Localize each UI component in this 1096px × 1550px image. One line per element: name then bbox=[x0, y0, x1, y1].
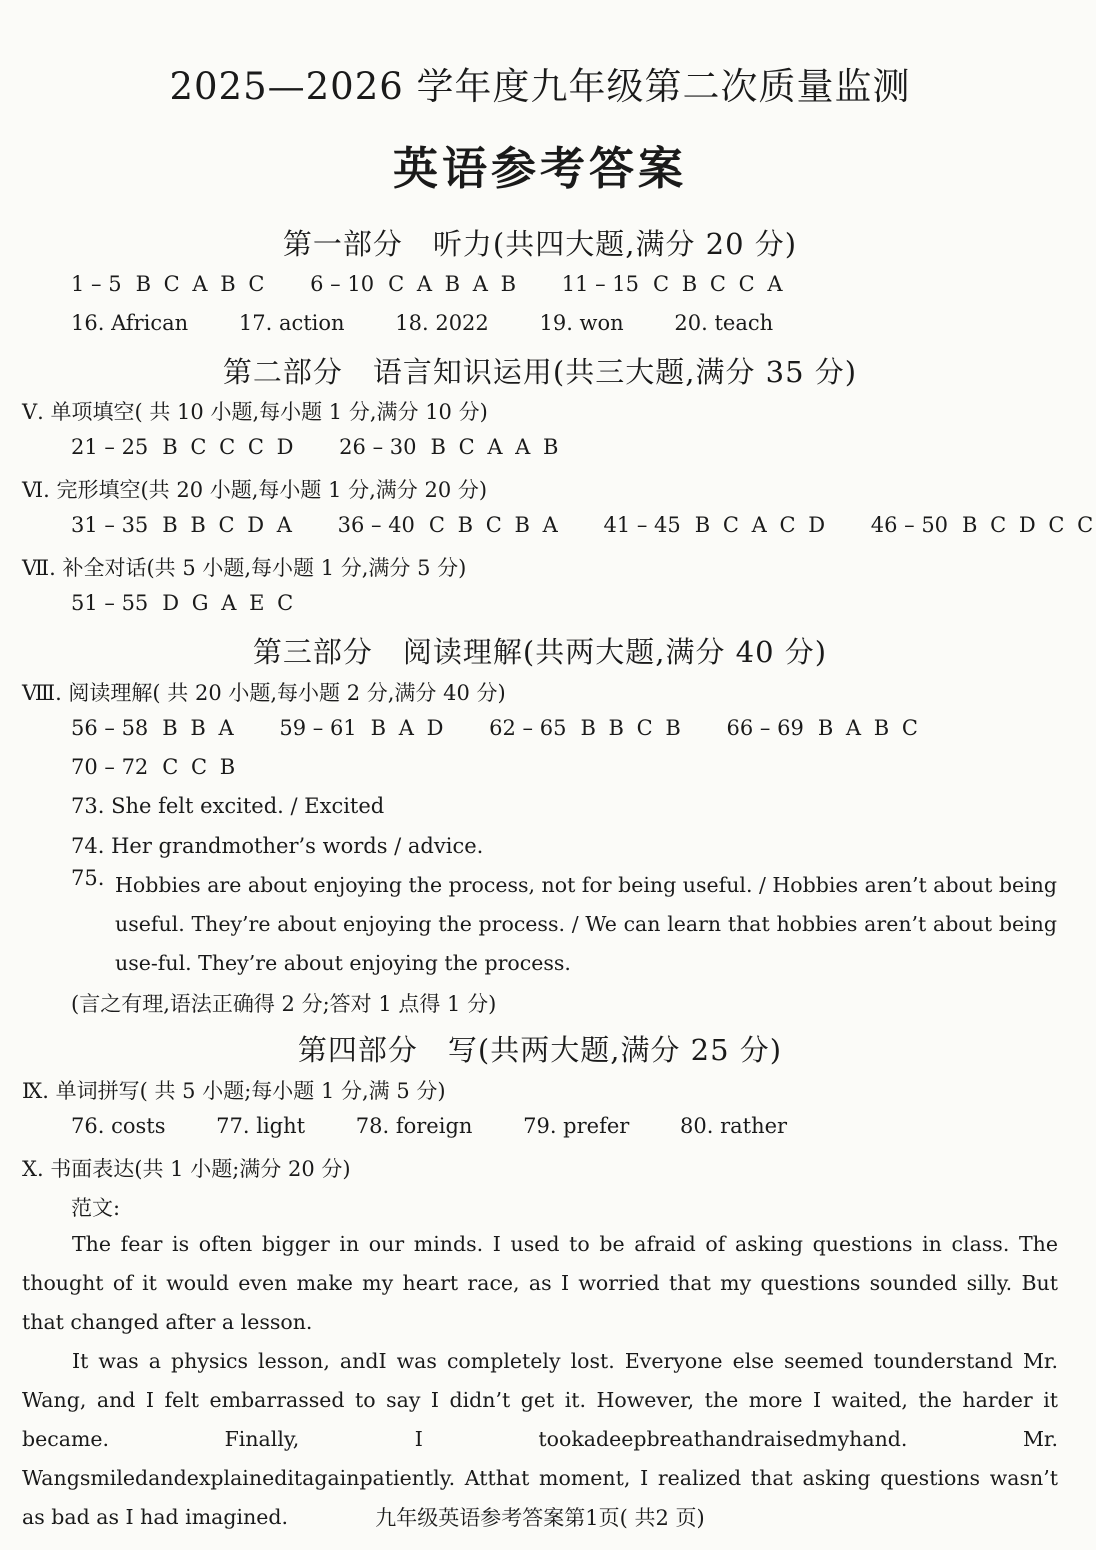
section-8-answers-row1 bbox=[71, 716, 921, 740]
spelling-answer: 77. light bbox=[216, 1114, 306, 1138]
scoring-note: (言之有理,语法正确得 2 分;答对 1 点得 1 分) bbox=[71, 992, 497, 1016]
question-range: 66 – 69 bbox=[726, 716, 804, 740]
answer-key-title: 英语参考答案 bbox=[392, 142, 687, 195]
question-range: 70 – 72 bbox=[71, 755, 149, 779]
answer-letters: B A D bbox=[370, 716, 447, 740]
question-range: 56 – 58 bbox=[71, 716, 149, 740]
answer-letters: B B C B bbox=[580, 716, 684, 740]
sample-essay-paragraph-1: The fear is often bigger in our minds. I used to be afraid of asking questions in class. The thought of it would even make my heart race, as I worried that my questions sounded silly. But that changed after a lesson. bbox=[22, 1232, 1058, 1334]
section-6-label: Ⅵ. 完形填空(共 20 小题,每小题 1 分,满分 20 分) bbox=[22, 478, 488, 502]
answer-74: 74. Her grandmother’s words / advice. bbox=[71, 834, 484, 858]
question-range: 1 – 5 bbox=[71, 272, 122, 296]
answer-letters: B C A A B bbox=[430, 435, 562, 459]
answer-group bbox=[871, 513, 1096, 537]
answer-75-number: 75. bbox=[71, 866, 105, 890]
answer-group bbox=[562, 272, 786, 296]
part4-heading: 第四部分 写(共两大题,满分 25 分) bbox=[297, 1033, 783, 1067]
answer-letters: C B C B A bbox=[428, 513, 561, 537]
answer-letters: C A B A B bbox=[388, 272, 520, 296]
question-range: 36 – 40 bbox=[337, 513, 415, 537]
answer-group bbox=[727, 716, 921, 740]
answer-group bbox=[310, 272, 519, 296]
fill-answer: 18. 2022 bbox=[395, 311, 489, 335]
fill-answer: 19. won bbox=[539, 311, 624, 335]
answer-letters: D G A E C bbox=[162, 591, 297, 615]
section-8-answers-row2 bbox=[71, 755, 238, 779]
spelling-answer: 76. costs bbox=[71, 1114, 166, 1138]
section-10-label: Ⅹ. 书面表达(共 1 小题;满分 20 分) bbox=[22, 1157, 351, 1181]
answer-letters: B B C D A bbox=[162, 513, 295, 537]
part1-fill-row bbox=[71, 311, 773, 335]
fill-answer: 17. action bbox=[238, 311, 345, 335]
question-range: 51 – 55 bbox=[71, 591, 149, 615]
question-range: 59 – 61 bbox=[279, 716, 357, 740]
question-range: 41 – 45 bbox=[603, 513, 681, 537]
section-8-label: Ⅷ. 阅读理解( 共 20 小题,每小题 2 分,满分 40 分) bbox=[22, 681, 506, 705]
section-6-answers bbox=[71, 513, 1096, 537]
answer-group bbox=[71, 591, 296, 615]
section-7-label: Ⅶ. 补全对话(共 5 小题,每小题 1 分,满分 5 分) bbox=[22, 556, 467, 580]
question-range: 31 – 35 bbox=[71, 513, 149, 537]
spelling-answer: 79. prefer bbox=[523, 1114, 630, 1138]
question-range: 11 – 15 bbox=[561, 272, 640, 296]
answer-73: 73. She felt excited. / Excited bbox=[71, 794, 385, 818]
fill-answer: 16. African bbox=[71, 311, 189, 335]
section-9-answers bbox=[71, 1114, 787, 1138]
answer-letters: C B C C A bbox=[653, 272, 786, 296]
answer-group bbox=[71, 435, 296, 459]
section-7-answers bbox=[71, 591, 296, 615]
answer-group bbox=[71, 755, 238, 779]
fill-answer: 20. teach bbox=[674, 311, 774, 335]
answer-group bbox=[71, 272, 267, 296]
sample-essay-label: 范文: bbox=[71, 1196, 121, 1220]
answer-group bbox=[71, 716, 237, 740]
answer-group bbox=[279, 716, 446, 740]
answer-letters: B B A bbox=[162, 716, 237, 740]
page-footer: 九年级英语参考答案第1页( 共2 页) bbox=[375, 1506, 705, 1530]
spelling-answer: 80. rather bbox=[680, 1114, 788, 1138]
question-range: 26 – 30 bbox=[339, 435, 417, 459]
question-range: 6 – 10 bbox=[310, 272, 375, 296]
exam-title: 2025—2026 学年度九年级第二次质量监测 bbox=[169, 65, 911, 108]
sample-essay-paragraph-2: It was a physics lesson, andI was completely lost. Everyone else seemed tounderstand Mr. Wang, and I felt embarrassed to say I didn’t get it. However, the more I waited, the harder it became. Finally, I tookadeepbreathandraisedmyhand. Mr. Wangsmiledandexplaineditagainpatiently. Atthat moment, I realized that asking questions wasn’t as bad as I had imagined. bbox=[22, 1349, 1058, 1529]
answer-group bbox=[489, 716, 684, 740]
answer-letters: B C C C D bbox=[162, 435, 297, 459]
answer-group bbox=[338, 513, 561, 537]
spelling-answer: 78. foreign bbox=[355, 1114, 473, 1138]
answer-group bbox=[339, 435, 561, 459]
question-range: 62 – 65 bbox=[489, 716, 567, 740]
answer-group bbox=[71, 513, 295, 537]
section-5-label: Ⅴ. 单项填空( 共 10 小题,每小题 1 分,满分 10 分) bbox=[22, 400, 488, 424]
question-range: 46 – 50 bbox=[870, 513, 949, 537]
answer-letters: B C A C D bbox=[694, 513, 829, 537]
part3-heading: 第三部分 阅读理解(共两大题,满分 40 分) bbox=[252, 635, 828, 669]
part1-mc-row bbox=[71, 272, 786, 296]
part1-heading: 第一部分 听力(共四大题,满分 20 分) bbox=[282, 227, 798, 261]
answer-letters: B C D C C bbox=[962, 513, 1096, 537]
section-5-answers bbox=[71, 435, 561, 459]
part2-heading: 第二部分 语言知识运用(共三大题,满分 35 分) bbox=[222, 355, 858, 389]
answer-letters: B C A B C bbox=[135, 272, 268, 296]
answer-group bbox=[603, 513, 828, 537]
question-range: 21 – 25 bbox=[71, 435, 149, 459]
section-9-label: Ⅸ. 单词拼写( 共 5 小题;每小题 1 分,满 5 分) bbox=[22, 1079, 446, 1103]
answer-75-text: Hobbies are about enjoying the process, not for being useful. / Hobbies aren’t about being useful. They’re about enjoying the process. / We can learn that hobbies aren’t about being use-ful. They’re about enjoying the process. bbox=[115, 873, 1058, 975]
answer-letters: C C B bbox=[162, 755, 239, 779]
answer-letters: B A B C bbox=[817, 716, 921, 740]
